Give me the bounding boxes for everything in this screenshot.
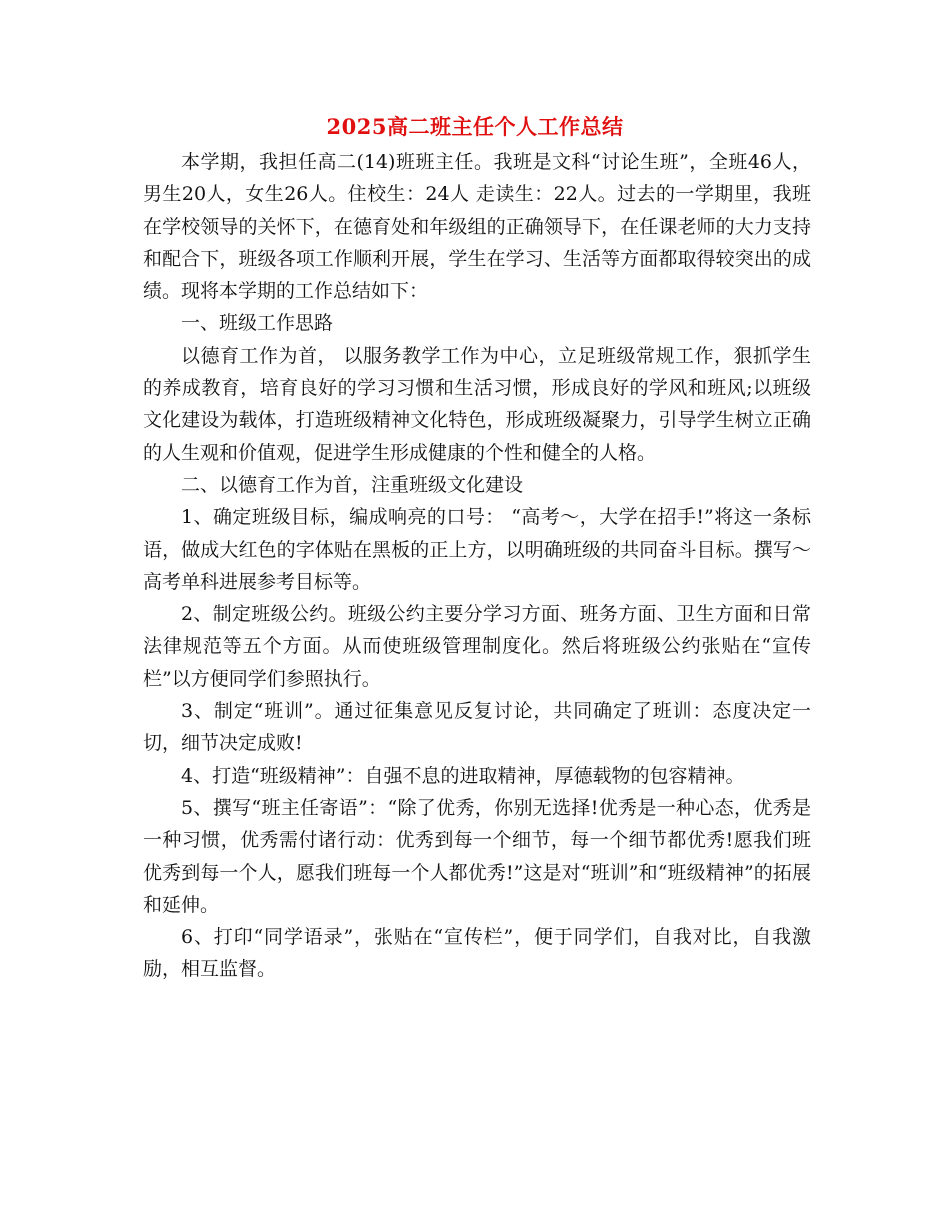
list-item-2: 2、制定班级公约。班级公约主要分学习方面、班务方面、卫生方面和日常法律规范等五个方面。从而使班级管理制度化。然后将班级公约张贴在“宣传栏”以方便同学们参照执行。: [143, 603, 811, 690]
paragraph-intro: 本学期，我担任高二(14)班班主任。我班是文科“讨论生班”，全班46人，男生20人，女生26人。住校生：24人 走读生：22人。过去的一学期里，我班在学校领导的关怀下，在德育处和年级组的正确领导下，在任课老师的大力支持和配合下，班级各项工作顺利开展，学生在学习、生活等方面都取得较突出的成绩。现将本学期的工作总结如下：: [143, 151, 811, 303]
document-body: [143, 146, 811, 986]
paragraph-work-approach: 以德育工作为首， 以服务教学工作为中心，立足班级常规工作，狠抓学生的养成教育，培育良好的学习习惯和生活习惯，形成良好的学风和班风;以班级文化建设为载体，打造班级精神文化特色，形成班级凝聚力，引导学生树立正确的人生观和价值观，促进学生形成健康的个性和健全的人格。: [143, 344, 811, 464]
list-item-6: 6、打印“同学语录”，张贴在“宣传栏”，便于同学们，自我对比，自我激励，相互监督。: [143, 926, 811, 981]
section-heading-1: 一、班级工作思路: [181, 312, 334, 335]
list-item-5: 5、撰写“班主任寄语”：“除了优秀，你别无选择!优秀是一种心态，优秀是一种习惯，优秀需付诸行动：优秀到每一个细节，每一个细节都优秀!愿我们班优秀到每一个人，愿我们班每一个人都优秀!”这是对“班训”和“班级精神”的拓展和延伸。: [143, 796, 811, 916]
list-item-4: 4、打造“班级精神”：自强不息的进取精神，厚德载物的包容精神。: [181, 764, 745, 787]
document-title: 2025高二班主任个人工作总结: [326, 114, 624, 139]
list-item-1: 1、确定班级目标，编成响亮的口号： “高考～，大学在招手!”将这一条标语，做成大红色的字体贴在黑板的正上方，以明确班级的共同奋斗目标。撰写～高考单科进展参考目标等。: [143, 506, 811, 593]
section-heading-2: 二、以德育工作为首，注重班级文化建设: [181, 473, 524, 496]
list-item-3: 3、制定“班训”。通过征集意见反复讨论，共同确定了班训：态度决定一切，细节决定成败!: [143, 700, 811, 755]
